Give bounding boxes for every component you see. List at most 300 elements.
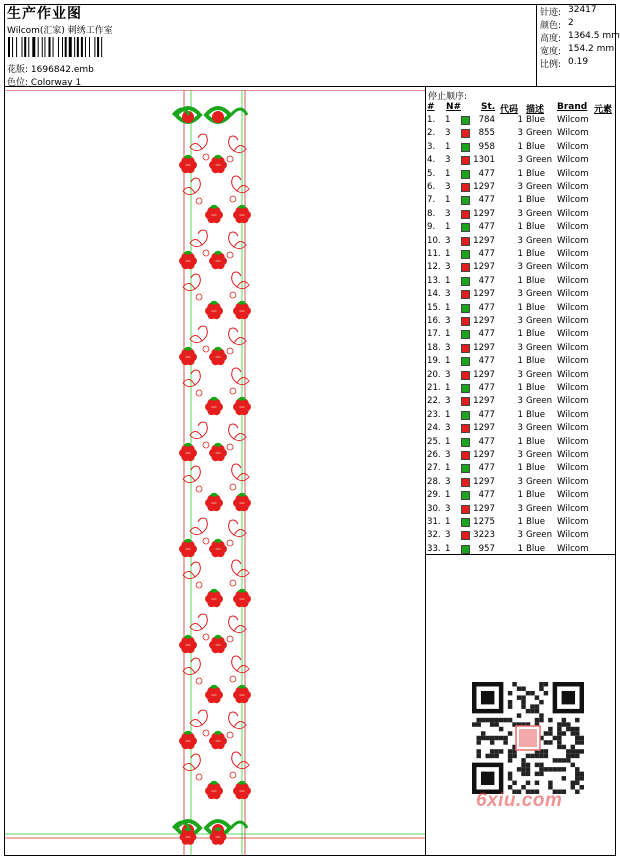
table-row — [426, 155, 616, 168]
stat-value: 2 — [568, 18, 574, 28]
flower-motif — [179, 635, 197, 653]
color-swatch — [461, 156, 470, 165]
page-title: 生产作业图 — [7, 6, 82, 22]
color-swatch — [461, 491, 470, 500]
barcode-bar — [24, 37, 26, 57]
color-code: 1 — [517, 436, 523, 447]
color-swatch — [461, 277, 470, 286]
color-code: 1 — [517, 168, 523, 179]
leaf-sprig — [227, 616, 246, 642]
flower-motif — [209, 251, 227, 269]
color-swatch — [461, 424, 470, 433]
table-row — [426, 477, 616, 490]
leaf-sprig — [230, 368, 249, 394]
table-row — [426, 316, 616, 329]
color-swatch — [461, 451, 470, 460]
thread-brand: Wilcom — [557, 342, 589, 353]
table-row — [426, 396, 616, 409]
thread-brand: Wilcom — [557, 436, 589, 447]
stitch-count: 477 — [478, 356, 495, 367]
color-swatch — [461, 397, 470, 406]
needle-number: 1 — [445, 517, 451, 527]
stitch-count: 1297 — [473, 262, 495, 273]
stop-number: 33. — [427, 543, 441, 554]
barcode-bar — [16, 37, 17, 57]
leaf-sprig — [227, 136, 246, 162]
leaf-sprig — [227, 328, 246, 354]
leaf-sprig — [190, 230, 209, 256]
needle-number: 1 — [445, 409, 451, 420]
leaf-sprig — [183, 658, 202, 684]
thread-brand: Wilcom — [557, 503, 589, 514]
stop-number: 14. — [427, 289, 441, 300]
thread-brand: Wilcom — [557, 168, 589, 179]
color-swatch — [461, 357, 470, 366]
stitch-count: 1297 — [473, 476, 495, 487]
needle-number: 3 — [445, 423, 451, 434]
needle-number: 1 — [445, 195, 451, 206]
needle-number: 3 — [445, 342, 451, 353]
table-row — [426, 329, 616, 342]
barcode-bar — [8, 37, 10, 57]
table-row — [426, 262, 616, 275]
stitch-count: 477 — [478, 409, 495, 420]
stop-number: 1. — [427, 115, 436, 125]
color-code: 1 — [517, 115, 523, 125]
barcode-bar — [74, 37, 75, 57]
stop-number: 30. — [427, 503, 441, 514]
stitch-count: 1297 — [473, 235, 495, 246]
color-description: Green — [526, 208, 553, 219]
colorway-label: 色位: — [7, 78, 29, 88]
color-swatch — [461, 371, 470, 380]
thread-brand: Wilcom — [557, 369, 589, 380]
needle-number: 1 — [445, 383, 451, 393]
stitch-count: 477 — [478, 302, 495, 313]
color-swatch — [461, 518, 470, 527]
table-row — [426, 289, 616, 302]
stitch-count: 477 — [478, 168, 495, 179]
color-swatch — [461, 129, 470, 138]
stop-sequence-heading: 停止顺序: — [428, 92, 468, 102]
design-file-label: 花版: — [7, 65, 29, 75]
leaf-sprig — [230, 464, 249, 490]
stop-number: 5. — [427, 168, 436, 179]
stitch-count: 477 — [478, 463, 495, 474]
leaf-sprig — [230, 752, 249, 778]
color-code: 3 — [517, 342, 523, 353]
stat-2 — [540, 31, 620, 44]
table-row — [426, 463, 616, 476]
needle-number: 1 — [445, 490, 451, 501]
needle-number: 3 — [445, 396, 451, 407]
thread-brand: Wilcom — [557, 235, 589, 246]
flower-motif — [233, 781, 251, 799]
leaf-sprig — [227, 232, 246, 258]
color-description: Blue — [526, 383, 546, 393]
color-code: 3 — [517, 208, 523, 219]
stat-value: 0.19 — [568, 57, 589, 67]
thread-brand: Wilcom — [557, 356, 589, 367]
stat-value: 32417 — [568, 5, 597, 15]
stop-number: 26. — [427, 450, 441, 460]
table-row — [426, 490, 616, 503]
leaf-sprig — [227, 712, 246, 738]
color-description: Blue — [526, 356, 546, 367]
table-row — [426, 236, 616, 249]
stop-number: 3. — [427, 141, 436, 152]
color-description: Blue — [526, 463, 546, 474]
flower-motif — [233, 493, 251, 511]
flower-motif — [209, 155, 227, 173]
thread-brand: Wilcom — [557, 249, 589, 259]
stitch-count: 1297 — [473, 289, 495, 300]
stat-label: 颜色: — [540, 21, 562, 31]
color-description: Blue — [526, 517, 546, 527]
barcode-bar — [28, 37, 29, 57]
color-code: 1 — [517, 409, 523, 420]
color-code: 3 — [517, 530, 523, 541]
color-description: Green — [526, 262, 553, 273]
flower-motif — [179, 155, 197, 173]
stop-number: 15. — [427, 302, 441, 313]
color-description: Blue — [526, 409, 546, 420]
leaf-sprig — [183, 274, 202, 300]
stitch-count: 477 — [478, 329, 495, 340]
barcode-bar — [94, 37, 95, 57]
color-description: Green — [526, 155, 553, 166]
needle-number: 1 — [445, 329, 451, 340]
thread-brand: Wilcom — [557, 490, 589, 501]
leaf-sprig — [183, 466, 202, 492]
color-description: Green — [526, 342, 553, 353]
stop-number: 31. — [427, 517, 441, 527]
color-swatch — [461, 290, 470, 299]
color-description: Blue — [526, 222, 546, 233]
stitch-count: 477 — [478, 490, 495, 501]
stat-value: 1364.5 mm — [568, 31, 620, 41]
thread-brand: Wilcom — [557, 543, 589, 554]
barcode-bar — [44, 37, 45, 57]
color-description: Green — [526, 396, 553, 407]
color-code: 3 — [517, 476, 523, 487]
stop-number: 23. — [427, 409, 441, 420]
barcode-bar — [32, 37, 35, 57]
thread-brand: Wilcom — [557, 450, 589, 460]
color-swatch — [461, 505, 470, 514]
flower-motif — [205, 301, 223, 319]
stitch-count: 1297 — [473, 369, 495, 380]
color-code: 1 — [517, 222, 523, 233]
color-swatch — [461, 196, 470, 205]
stop-number: 8. — [427, 208, 436, 219]
table-row — [426, 410, 616, 423]
table-row — [426, 544, 616, 557]
leaf-sprig — [190, 422, 209, 448]
table-row — [426, 169, 616, 182]
table-row — [426, 530, 616, 543]
color-swatch — [461, 304, 470, 313]
flower-motif — [209, 347, 227, 365]
flower-motif — [233, 205, 251, 223]
color-description: Green — [526, 128, 553, 139]
stat-label: 针迹: — [540, 8, 562, 18]
color-swatch — [461, 183, 470, 192]
flower-motif — [179, 347, 197, 365]
color-code: 1 — [517, 249, 523, 259]
stitch-count: 957 — [478, 543, 495, 554]
table-row — [426, 517, 616, 530]
stamp-seal-fill — [519, 729, 537, 747]
needle-number: 1 — [445, 141, 451, 152]
stop-number: 12. — [427, 262, 441, 273]
stop-number: 6. — [427, 182, 436, 192]
table-row — [426, 356, 616, 369]
stitch-count: 1297 — [473, 208, 495, 219]
thread-brand: Wilcom — [557, 141, 589, 152]
needle-number: 3 — [445, 235, 451, 246]
column-header: 描述 — [526, 105, 545, 115]
color-swatch — [461, 411, 470, 420]
barcode-bar — [81, 37, 83, 57]
flower-motif — [233, 397, 251, 415]
color-description: Blue — [526, 543, 546, 554]
flower-motif — [179, 539, 197, 557]
flower-motif — [205, 205, 223, 223]
barcode-bar — [69, 37, 72, 57]
table-row — [426, 450, 616, 463]
flower-motif — [233, 589, 251, 607]
table-row — [426, 128, 616, 141]
flower-motif — [233, 301, 251, 319]
table-row — [426, 437, 616, 450]
thread-brand: Wilcom — [557, 409, 589, 420]
color-swatch — [461, 384, 470, 393]
color-code: 3 — [517, 316, 523, 326]
barcode-bar — [77, 37, 79, 57]
stop-number: 13. — [427, 275, 441, 286]
table-row — [426, 209, 616, 222]
thread-brand: Wilcom — [557, 208, 589, 219]
flower-motif — [205, 781, 223, 799]
needle-number: 3 — [445, 450, 451, 460]
column-header: 代码 — [500, 105, 519, 115]
column-header: Brand — [557, 102, 588, 112]
thread-brand: Wilcom — [557, 275, 589, 286]
color-code: 3 — [517, 503, 523, 514]
needle-number: 1 — [445, 302, 451, 313]
stop-number: 11. — [427, 249, 441, 259]
color-swatch — [461, 116, 470, 125]
color-swatch — [461, 170, 470, 179]
color-swatch — [461, 237, 470, 246]
color-swatch — [461, 330, 470, 339]
needle-number: 3 — [445, 155, 451, 166]
stat-4 — [540, 57, 589, 70]
stitch-count: 3223 — [473, 530, 495, 541]
needle-number: 3 — [445, 503, 451, 514]
color-swatch — [461, 344, 470, 353]
flower-motif — [233, 685, 251, 703]
stop-number: 20. — [427, 369, 441, 380]
leaf-sprig — [183, 178, 202, 204]
color-description: Blue — [526, 141, 546, 152]
barcode-bar — [12, 37, 13, 57]
thread-brand: Wilcom — [557, 329, 589, 340]
table-row — [426, 195, 616, 208]
color-code: 3 — [517, 450, 523, 460]
stop-number: 24. — [427, 423, 441, 434]
flower-motif — [205, 685, 223, 703]
stop-number: 10. — [427, 235, 441, 246]
stat-0 — [540, 5, 597, 18]
barcode-bar — [38, 37, 39, 57]
color-code: 3 — [517, 369, 523, 380]
stop-number: 17. — [427, 329, 441, 340]
leaf-sprig — [190, 710, 209, 736]
color-code: 1 — [517, 383, 523, 393]
color-code: 3 — [517, 128, 523, 139]
barcode-bar — [89, 37, 90, 57]
table-row — [426, 343, 616, 356]
stitch-count: 477 — [478, 222, 495, 233]
stat-3 — [540, 44, 615, 57]
color-code: 3 — [517, 423, 523, 434]
stitch-count: 1275 — [473, 517, 495, 527]
color-swatch — [461, 531, 470, 540]
stitch-count: 784 — [478, 115, 495, 125]
color-code: 1 — [517, 517, 523, 527]
color-code: 1 — [517, 302, 523, 313]
barcode-bar — [85, 37, 86, 57]
needle-number: 1 — [445, 463, 451, 474]
stop-number: 19. — [427, 356, 441, 367]
needle-number: 1 — [445, 168, 451, 179]
border-motif — [173, 108, 247, 123]
flower-motif — [179, 731, 197, 749]
color-swatch — [461, 210, 470, 219]
colorway-name: Colorway 1 — [30, 78, 82, 88]
barcode-bar — [62, 37, 63, 57]
needle-number: 3 — [445, 289, 451, 300]
thread-brand: Wilcom — [557, 222, 589, 233]
color-code: 1 — [517, 141, 523, 152]
thread-brand: Wilcom — [557, 423, 589, 434]
stitch-count: 1297 — [473, 423, 495, 434]
flower-motif — [209, 635, 227, 653]
needle-number: 3 — [445, 316, 451, 326]
leaf-sprig — [190, 326, 209, 352]
stop-number: 22. — [427, 396, 441, 407]
needle-number: 1 — [445, 356, 451, 367]
stitch-count: 1301 — [473, 155, 495, 166]
color-description: Blue — [526, 490, 546, 501]
thread-brand: Wilcom — [557, 530, 589, 541]
color-swatch — [461, 223, 470, 232]
color-description: Blue — [526, 168, 546, 179]
stitch-count: 477 — [478, 383, 495, 393]
thread-brand: Wilcom — [557, 115, 589, 125]
stop-number: 18. — [427, 342, 441, 353]
stitch-count: 477 — [478, 436, 495, 447]
stat-label: 比例: — [540, 60, 562, 70]
barcode-bar — [65, 37, 67, 57]
color-code: 1 — [517, 329, 523, 340]
color-description: Blue — [526, 436, 546, 447]
leaf-sprig — [183, 370, 202, 396]
stop-number: 2. — [427, 128, 436, 139]
flower-motif — [179, 251, 197, 269]
color-description: Blue — [526, 115, 546, 125]
color-swatch — [461, 263, 470, 272]
stat-1 — [540, 18, 574, 31]
column-header: 元素 — [594, 105, 613, 115]
thread-brand: Wilcom — [557, 383, 589, 393]
thread-brand: Wilcom — [557, 396, 589, 407]
color-description: Green — [526, 316, 553, 326]
needle-number: 1 — [445, 222, 451, 233]
studio-subtitle: Wilcom(汇家) 刺绣工作室 — [7, 26, 113, 36]
flower-motif — [205, 589, 223, 607]
needle-number: 1 — [445, 436, 451, 447]
color-code: 1 — [517, 195, 523, 206]
thread-brand: Wilcom — [557, 289, 589, 300]
needle-number: 3 — [445, 208, 451, 219]
needle-number: 3 — [445, 476, 451, 487]
table-row — [426, 504, 616, 517]
table-row — [426, 182, 616, 195]
needle-number: 1 — [445, 249, 451, 259]
table-row — [426, 370, 616, 383]
color-description: Blue — [526, 249, 546, 259]
thread-brand: Wilcom — [557, 517, 589, 527]
thread-brand: Wilcom — [557, 195, 589, 206]
color-description: Blue — [526, 302, 546, 313]
stop-number: 27. — [427, 463, 441, 474]
watermark-logo: 6xiu.com — [476, 790, 563, 811]
color-code: 3 — [517, 262, 523, 273]
stop-number: 28. — [427, 476, 441, 487]
color-description: Green — [526, 182, 553, 192]
embroidery-design-preview — [5, 90, 425, 855]
barcode-bar — [97, 37, 99, 57]
color-swatch — [461, 438, 470, 447]
color-code: 3 — [517, 396, 523, 407]
color-description: Blue — [526, 275, 546, 286]
stitch-count: 1297 — [473, 316, 495, 326]
color-swatch — [461, 250, 470, 259]
table-row — [426, 383, 616, 396]
design-file-info — [7, 62, 94, 75]
stitch-count: 1297 — [473, 450, 495, 460]
barcode-bar — [22, 37, 23, 57]
column-header: St. — [481, 102, 496, 112]
barcode-bar — [53, 37, 54, 57]
qr-code-icon — [472, 682, 584, 794]
needle-number: 3 — [445, 128, 451, 139]
thread-brand: Wilcom — [557, 155, 589, 166]
column-header: N# — [446, 102, 462, 112]
color-code: 1 — [517, 543, 523, 554]
needle-number: 1 — [445, 115, 451, 125]
stats-divider — [536, 4, 537, 86]
table-row — [426, 142, 616, 155]
color-swatch — [461, 464, 470, 473]
stitch-count: 1297 — [473, 503, 495, 514]
stop-number: 16. — [427, 316, 441, 326]
leaf-sprig — [190, 518, 209, 544]
thread-brand: Wilcom — [557, 463, 589, 474]
